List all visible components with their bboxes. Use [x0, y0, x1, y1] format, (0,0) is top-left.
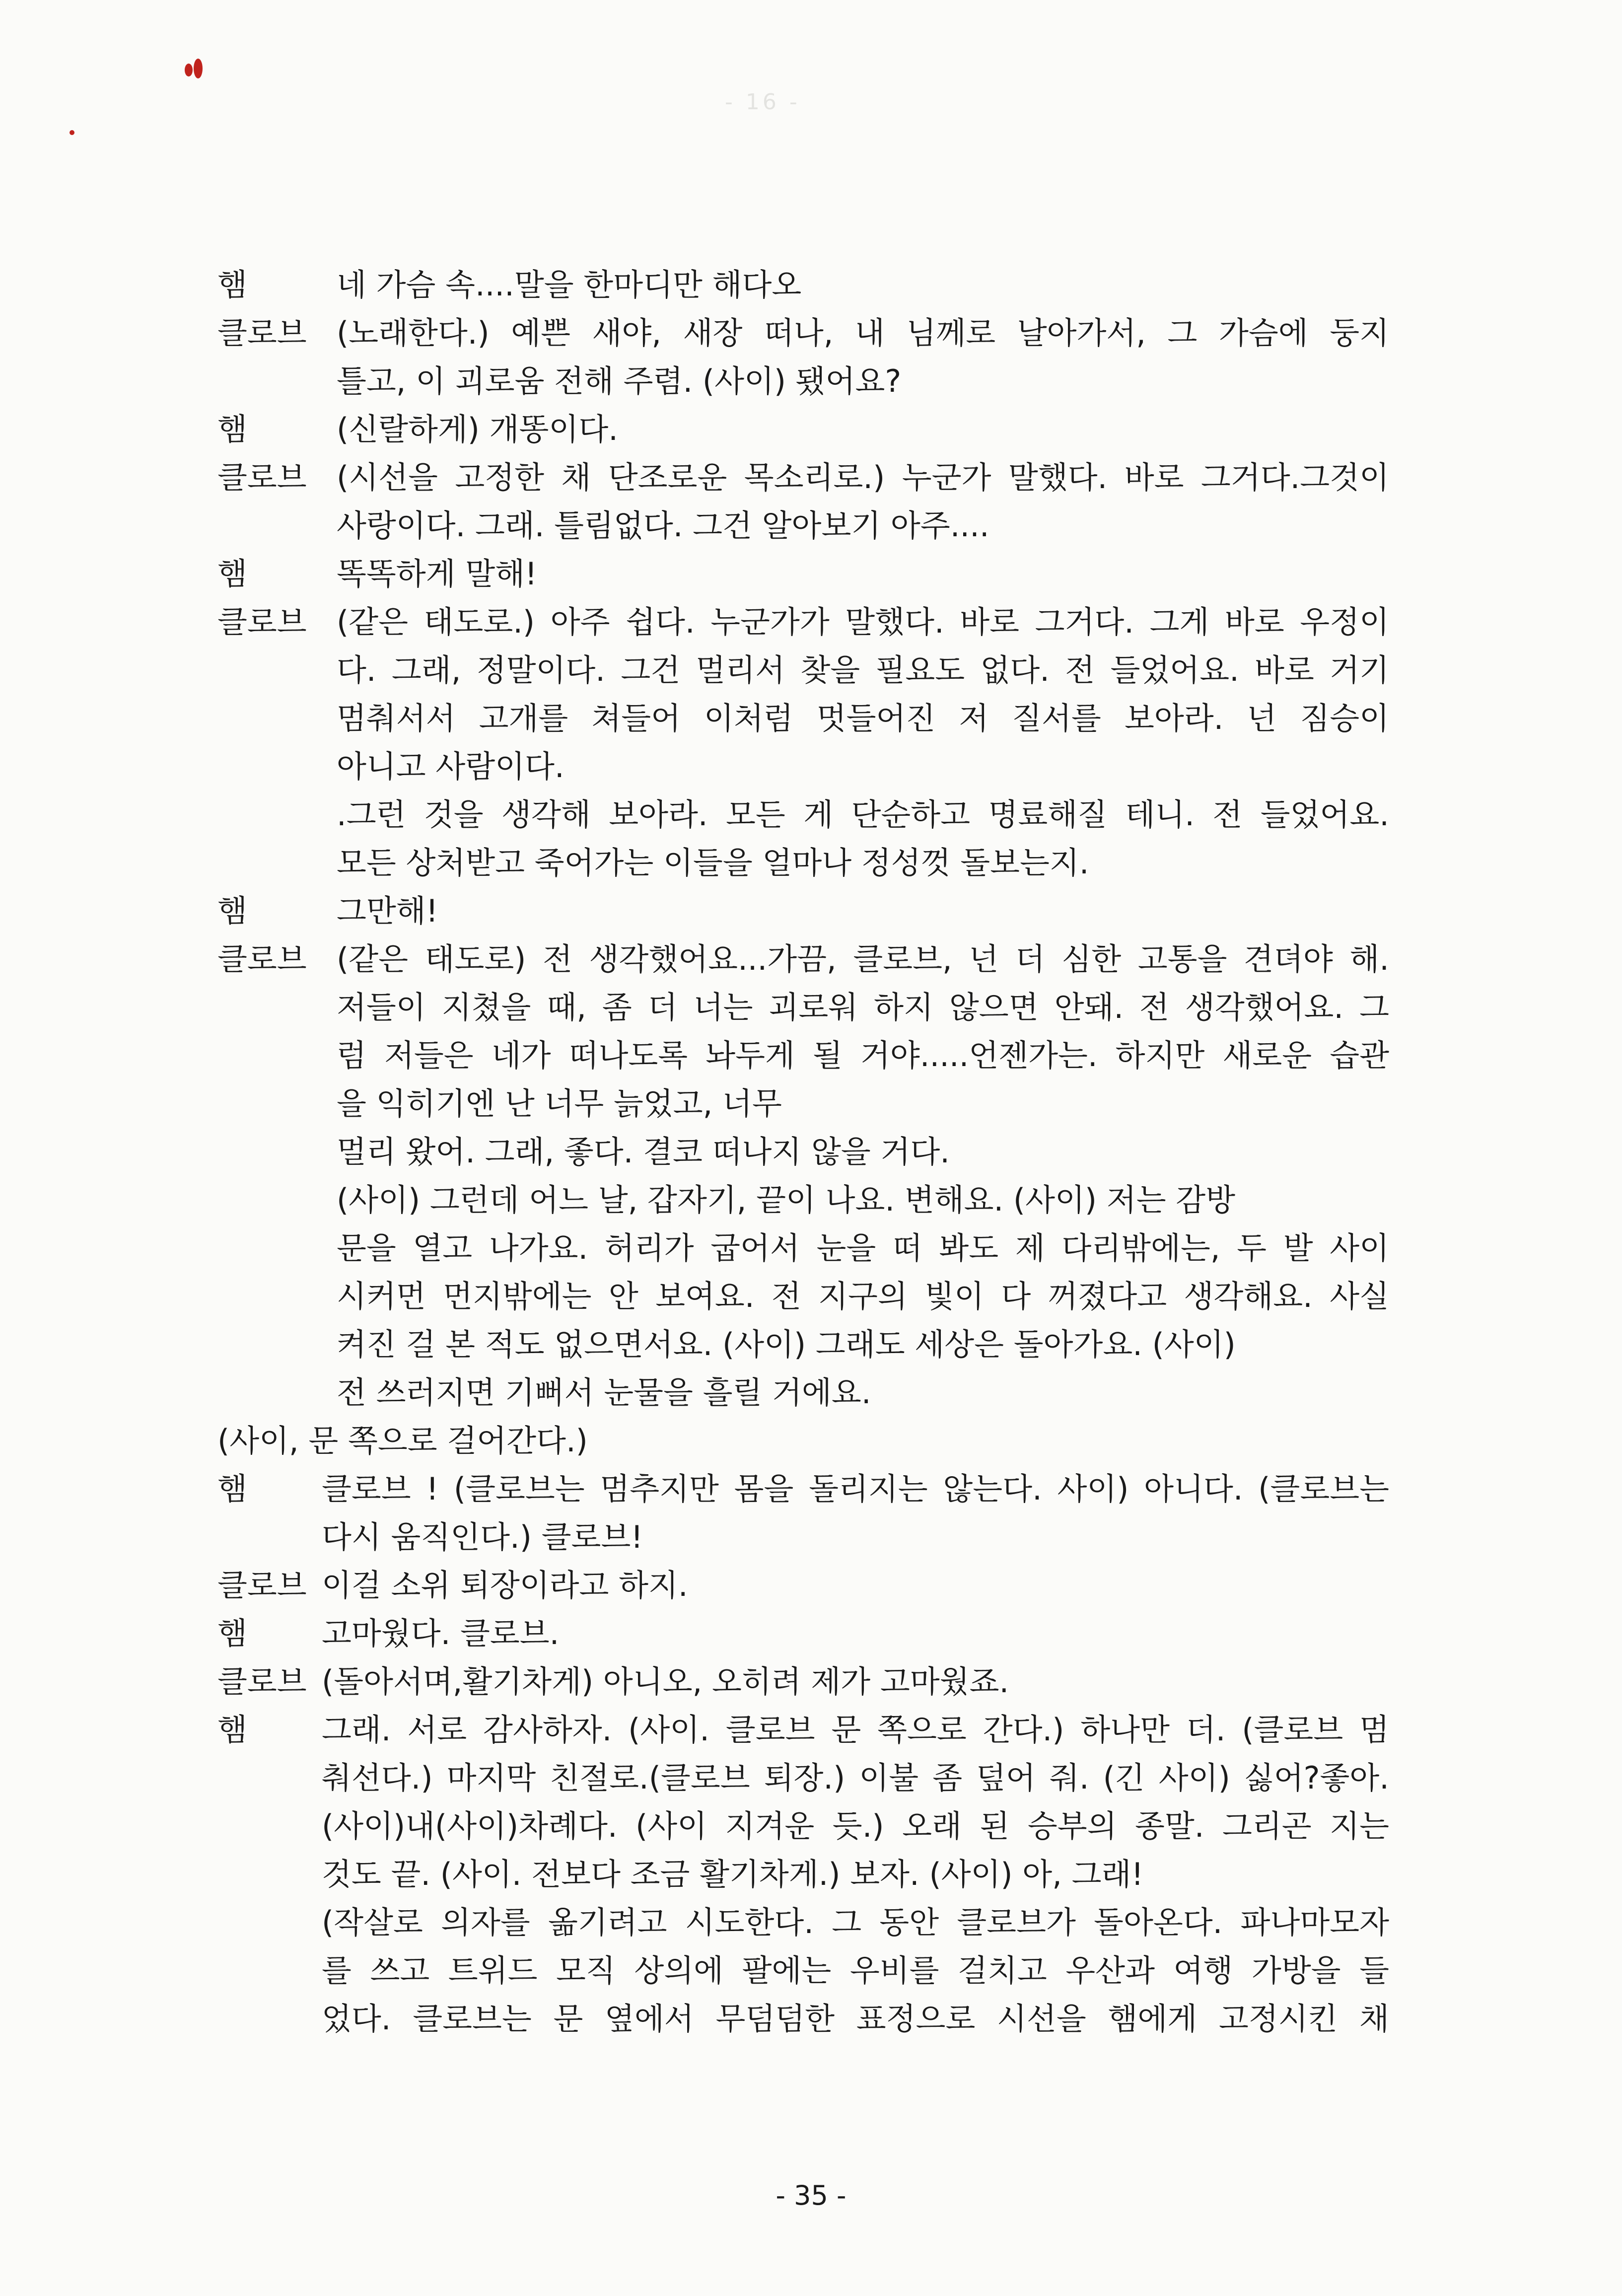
dialogue-line: (같은 태도로) 전 생각했어요...가끔, 클로브, 넌 더 심한 고통을 견뎌야 해. [337, 941, 1389, 977]
red-ink-dot [70, 130, 74, 135]
dialogue-line: (같은 태도로.) 아주 쉽다. 누군가가 말했다. 바로 그거다. 그게 바로 우정이 [337, 604, 1389, 640]
dialogue-line: 춰선다.) 마지막 친절로.(클로브 퇴장.) 이불 좀 덮어 줘. (긴 사이) 싫어?좋아. [322, 1760, 1389, 1796]
script-body [217, 261, 1389, 2043]
dialogue-text [337, 550, 1389, 598]
dialogue-line: 똑똑하게 말해! [337, 556, 537, 592]
dialogue-line: 었다. 클로브는 문 옆에서 무덤덤한 표정으로 시선을 햄에게 고정시킨 채 [322, 2001, 1389, 2037]
speaker-name: 햄 [217, 411, 247, 447]
stage-direction: (사이, 문 쪽으로 걸어간다.) [217, 1423, 588, 1459]
dialogue-line: 그만해! [337, 893, 438, 929]
speaker-name: 클로브 [217, 315, 307, 351]
speaker-name: 클로브 [217, 604, 307, 640]
dialogue-line: (작살로 의자를 옮기려고 시도한다. 그 동안 클로브가 돌아온다. 파나마모자 [322, 1904, 1389, 1940]
dialogue-row [217, 598, 1389, 887]
speaker-name: 햄 [217, 556, 247, 592]
dialogue-line: 이걸 소위 퇴장이라고 하지. [322, 1567, 688, 1603]
dialogue-line: 아니고 사람이다. [337, 748, 564, 785]
dialogue-line: 사랑이다. 그래. 틀림없다. 그건 알아보기 아주.... [337, 507, 989, 544]
dialogue-text [337, 887, 1389, 935]
dialogue-line: (사이) 그런데 어느 날, 갑자기, 끝이 나요. 변해요. (사이) 저는 감방 [337, 1182, 1236, 1218]
dialogue-line: 것도 끝. (사이. 전보다 조금 활기차게.) 보자. (사이) 아, 그래! [322, 1856, 1144, 1892]
dialogue-line: 켜진 걸 본 적도 없으면서요. (사이) 그래도 세상은 돌아가요. (사이) [337, 1326, 1236, 1363]
page-number: - 35 - [776, 2180, 846, 2211]
dialogue-line: (사이)내(사이)차례다. (사이 지겨운 듯.) 오래 된 승부의 종말. 그리곤 지는 [322, 1808, 1389, 1844]
dialogue-text [322, 1657, 1389, 1706]
dialogue-line: (신랄하게) 개똥이다. [337, 411, 618, 447]
dialogue-line: 클로브 ! (클로브는 멈추지만 몸을 돌리지는 않는다. 사이) 아니다. (클로브는 [322, 1471, 1389, 1507]
dialogue-line: 를 쓰고 트위드 모직 상의에 팔에는 우비를 걸치고 우산과 여행 가방을 들 [322, 1952, 1389, 1989]
dialogue-row [217, 453, 1389, 550]
dialogue-line: 멀리 왔어. 그래, 좋다. 결코 떠나지 않을 거다. [337, 1134, 950, 1170]
dialogue-row [217, 1561, 1389, 1609]
red-ink-mark [185, 64, 193, 76]
dialogue-line: 멈춰서서 고개를 쳐들어 이처럼 멋들어진 저 질서를 보아라. 넌 짐승이 [337, 700, 1389, 736]
dialogue-line: 틀고, 이 괴로움 전해 주렴. (사이) 됐어요? [337, 363, 902, 399]
dialogue-line: 전 쓰러지면 기뻐서 눈물을 흘릴 거에요. [337, 1374, 871, 1411]
dialogue-text [337, 453, 1389, 550]
dialogue-row [217, 1609, 1389, 1657]
dialogue-line: 럼 저들은 네가 떠나도록 놔두게 될 거야.....언젠가는. 하지만 새로운 습관 [337, 1037, 1389, 1074]
dialogue-line: 문을 열고 나가요. 허리가 굽어서 눈을 떠 봐도 제 다리밖에는, 두 발 사이 [337, 1230, 1389, 1266]
speaker-name: 클로브 [217, 459, 307, 496]
dialogue-row [217, 1657, 1389, 1706]
speaker-name: 클로브 [217, 941, 307, 977]
dialogue-line: (노래한다.) 예쁜 새야, 새장 떠나, 내 님께로 날아가서, 그 가슴에 둥지 [337, 315, 1389, 351]
dialogue-row [217, 1706, 1389, 2043]
dialogue-text [337, 261, 1389, 309]
dialogue-text [337, 598, 1389, 887]
dialogue-text [322, 1706, 1389, 2043]
dialogue-text [322, 1561, 1389, 1609]
dialogue-text [322, 1465, 1389, 1561]
dialogue-row [217, 405, 1389, 453]
dialogue-line: 모든 상처받고 죽어가는 이들을 얼마나 정성껏 돌보는지. [337, 845, 1089, 881]
dialogue-text [337, 309, 1389, 405]
dialogue-row [217, 261, 1389, 309]
dialogue-text [322, 1609, 1389, 1657]
dialogue-row [217, 1465, 1389, 1561]
dialogue-row [217, 887, 1389, 935]
dialogue-row [217, 550, 1389, 598]
dialogue-row [217, 935, 1389, 1417]
dialogue-line: 네 가슴 속....말을 한마디만 해다오 [337, 267, 802, 303]
show-through-page-number: - 16 - [725, 89, 800, 115]
speaker-name: 햄 [217, 1615, 247, 1651]
dialogue-row [217, 309, 1389, 405]
dialogue-line: 시커먼 먼지밖에는 안 보여요. 전 지구의 빛이 다 꺼졌다고 생각해요. 사실 [337, 1278, 1389, 1314]
dialogue-line: 저들이 지쳤을 때, 좀 더 너는 괴로워 하지 않으면 안돼. 전 생각했어요. 그 [337, 989, 1389, 1025]
speaker-name: 햄 [217, 893, 247, 929]
dialogue-line: (돌아서며,활기차게) 아니오, 오히려 제가 고마웠죠. [322, 1663, 1009, 1700]
dialogue-line: .그런 것을 생각해 보아라. 모든 게 단순하고 명료해질 테니. 전 들었어요. [337, 796, 1389, 833]
dialogue-text [337, 935, 1389, 1417]
speaker-name: 햄 [217, 1712, 247, 1748]
dialogue-line: 다시 움직인다.) 클로브! [322, 1519, 643, 1555]
speaker-name: 햄 [217, 267, 247, 303]
dialogue-line: (시선을 고정한 채 단조로운 목소리로.) 누군가 말했다. 바로 그거다.그것이 [337, 459, 1389, 496]
red-ink-mark [194, 59, 203, 78]
dialogue-line: 을 익히기엔 난 너무 늙었고, 너무 [337, 1085, 782, 1122]
dialogue-line: 그래. 서로 감사하자. (사이. 클로브 문 쪽으로 간다.) 하나만 더. (클로브 멈 [322, 1712, 1389, 1748]
dialogue-line: 고마웠다. 클로브. [322, 1615, 560, 1651]
speaker-name: 클로브 [217, 1663, 307, 1700]
dialogue-line: 다. 그래, 정말이다. 그건 멀리서 찾을 필요도 없다. 전 들었어요. 바로 거기 [337, 652, 1389, 688]
speaker-name: 햄 [217, 1471, 247, 1507]
dialogue-text [337, 405, 1389, 453]
speaker-name: 클로브 [217, 1567, 307, 1603]
